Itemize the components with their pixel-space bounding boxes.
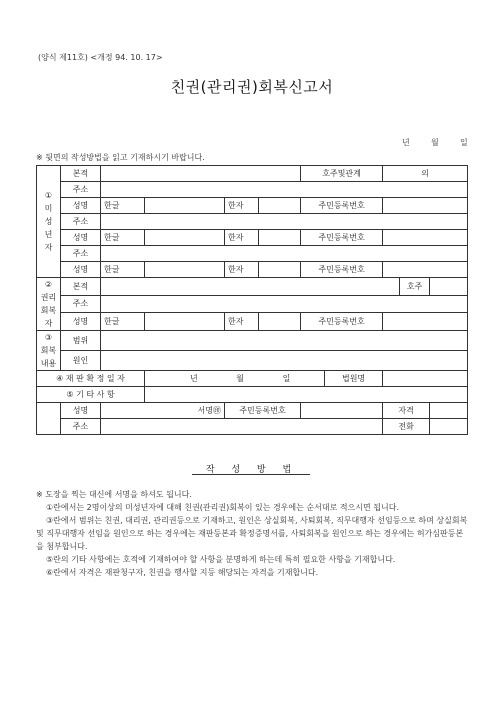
cause-label: 원인 (61, 351, 101, 371)
name-label: 성명 (61, 198, 101, 214)
resident-number-field[interactable] (383, 198, 468, 214)
note-scope: ③란에서 범위는 친권, 대리권, 관리권등으로 기재하고, 원인은 상실회복, 사퇴회복, 직무대행자 선임등으로 하며 상실회복 및 직무대행자 선임을 원인으로 하는 경우에는 재판등본과 확정증명서를, 사퇴회복을 원인으로 하는 경우에는 허가심판등본을 첨부합니다. (36, 516, 468, 551)
hanja-name-field[interactable] (259, 198, 301, 214)
relation-field[interactable] (383, 166, 468, 182)
hanja-label: 한자 (225, 198, 259, 214)
hangul-label: 한글 (101, 313, 145, 331)
phone-label: 전화 (383, 419, 430, 435)
hanja-name-field[interactable] (259, 313, 301, 331)
resident-number-field[interactable] (383, 230, 468, 246)
hangul-name-field[interactable] (145, 198, 225, 214)
resident-number-label: 주민등록번호 (301, 313, 383, 331)
scope-field[interactable] (101, 331, 468, 351)
reporter-name-field[interactable] (101, 403, 225, 419)
family-head-field[interactable] (430, 278, 468, 296)
date-day-label: 일 (460, 138, 468, 147)
form-number: (양식 제11호) <개정 94. 10. 17> (38, 53, 163, 62)
phone-field[interactable] (430, 419, 468, 435)
ruling-date-label: ④ 재 판 확 정 일 자 (37, 371, 145, 387)
date-year-label: 년 (402, 138, 410, 147)
hanja-name-field[interactable] (259, 262, 301, 278)
hanja-label: 한자 (225, 262, 259, 278)
guardian-section-label: ② 권리 회복 자 (37, 278, 61, 331)
hanja-label: 한자 (225, 313, 259, 331)
minor-section-label: ① 미 성 년 자 (37, 166, 61, 278)
hanja-name-field[interactable] (259, 230, 301, 246)
reporter-address-field[interactable] (101, 419, 383, 435)
family-head-relation-label: 호주및관계 (301, 166, 383, 182)
reporter-section-cell (37, 403, 61, 435)
domicile-field[interactable] (101, 278, 400, 296)
name-label: 성명 (61, 230, 101, 246)
resident-number-label: 주민등록번호 (301, 230, 383, 246)
address-field[interactable] (101, 295, 468, 313)
resident-number-label: 주민등록번호 (301, 262, 383, 278)
family-head-label: 호주 (400, 278, 430, 296)
address-label: 주소 (61, 295, 101, 313)
address-label: 주소 (61, 182, 101, 198)
month-label: 월 (236, 374, 245, 383)
page-title: 친권(관리권)회복신고서 (170, 78, 334, 96)
ruling-date-field[interactable] (145, 371, 325, 387)
resident-number-field[interactable] (383, 313, 468, 331)
resident-number-label: 주민등록번호 (301, 198, 383, 214)
hangul-name-field[interactable] (145, 262, 225, 278)
instructions-text (36, 488, 470, 579)
hanja-label: 한자 (225, 230, 259, 246)
reporter-address-label: 주소 (61, 419, 101, 435)
name-label: 성명 (61, 262, 101, 278)
address-field[interactable] (101, 214, 468, 230)
of-suffix: 의 (421, 169, 429, 178)
address-field[interactable] (101, 182, 468, 198)
hangul-name-field[interactable] (145, 313, 225, 331)
hangul-name-field[interactable] (145, 230, 225, 246)
report-form-table (36, 165, 468, 435)
hangul-label: 한글 (101, 230, 145, 246)
court-name-label: 법원명 (325, 371, 383, 387)
address-label: 주소 (61, 214, 101, 230)
cause-field[interactable] (101, 351, 468, 371)
other-items-field[interactable] (145, 387, 468, 403)
scope-label: 범위 (61, 331, 101, 351)
address-label: 주소 (61, 246, 101, 262)
reporter-resident-number-field[interactable] (301, 403, 383, 419)
address-field[interactable] (101, 246, 468, 262)
resident-number-field[interactable] (383, 262, 468, 278)
reporter-resident-number-label: 주민등록번호 (225, 403, 301, 419)
domicile-field[interactable] (101, 166, 301, 182)
year-label: 년 (190, 374, 198, 383)
domicile-label: 본적 (61, 166, 101, 182)
domicile-label: 본적 (61, 278, 101, 296)
reporter-name-label: 성명 (61, 403, 101, 419)
signature-label: 서명㊞ (197, 406, 221, 415)
heading-underline (192, 474, 310, 475)
recovery-section-label: ③ 회복 내용 (37, 331, 61, 371)
hangul-label: 한글 (101, 262, 145, 278)
name-label: 성명 (61, 313, 101, 331)
note-signature: ※ 도장을 찍는 대신에 서명을 하셔도 됩니다. (36, 490, 192, 499)
hangul-label: 한글 (101, 198, 145, 214)
instruction-text: ※ 뒷면의 작성방법을 읽고 기재하시기 바랍니다. (36, 153, 205, 162)
day-label: 일 (282, 374, 291, 383)
note-other: ⑤란의 기타 사항에는 호적에 기재하여야 할 사항을 분명하게 하는데 특히 필요한 사항을 기재합니다. (46, 555, 396, 564)
note-minor: ①란에서는 2명이상의 미성년자에 대해 친권(관리권)회복이 있는 경우에는 순서대로 적으시면 됩니다. (46, 503, 400, 512)
qualification-label: 자격 (383, 403, 430, 419)
qualification-field[interactable] (430, 403, 468, 419)
other-items-label: ⑤ 기 타 사 항 (37, 387, 145, 403)
date-month-label: 월 (431, 138, 439, 147)
instructions-heading: 작 성 방 법 (205, 465, 299, 475)
note-qualification: ⑥란에서 자격은 재판청구자, 친권을 행사할 지등 해당되는 자격을 기재합니다. (46, 568, 319, 577)
court-name-field[interactable] (383, 371, 468, 387)
